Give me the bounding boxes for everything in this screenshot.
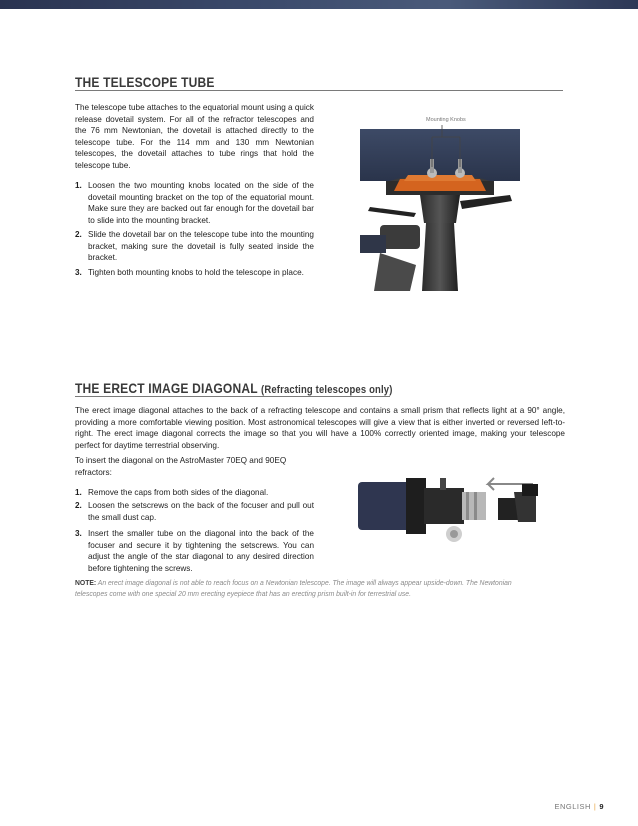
erect-diagonal-intro: The erect image diagonal attaches to the back of a refracting telescope and contains a small prism that reflects light at a 90° angle, providing a more comfortable viewing position. Most astronomical telescopes will give a view that is either inverted or reversed left-to-right. The erect image diagonal corrects the image so that you will have a 100% correctly oriented image, making your telescope perfect for daytime terrestrial observing. (75, 406, 565, 450)
photo-caption: Mounting Knobs (426, 117, 466, 123)
step-number: 3. (75, 268, 82, 277)
footer-separator: | (593, 802, 597, 811)
footer-language: ENGLISH (554, 802, 591, 811)
section-title-telescope-tube: THE TELESCOPE TUBE (75, 74, 215, 90)
list-item (75, 267, 314, 279)
step-text: Tighten both mounting knobs to hold the telescope in place. (88, 268, 304, 277)
list-item (75, 528, 314, 574)
page-number: 9 (599, 802, 604, 811)
telescope-tube-intro: The telescope tube attaches to the equatorial mount using a quick release dovetail system. For all of the refractor telescopes and the 76 mm Newtonian, the dovetail is attached directly to the telescope tube. For the 114 mm and 130 mm Newtonian telescopes, the dovetail attaches to tube rings that hold the telescope tube. (75, 103, 314, 170)
section-title-erect-image-diagonal (75, 380, 393, 396)
step-text: Loosen the two mounting knobs located on the side of the dovetail mounting bracket on the top of the equatorial mount. Make sure they are backed out far enough for the dovetail bar to slide into the mounting bracket. (88, 181, 314, 225)
diagonal-photo (358, 474, 548, 548)
step-number: 3. (75, 529, 82, 538)
note-label: NOTE: (75, 578, 97, 587)
step-number: 2. (75, 230, 82, 239)
section-rule (75, 396, 390, 397)
list-item (75, 180, 314, 226)
list-item (75, 229, 314, 264)
caption-callout-lines (360, 115, 520, 291)
focuser-and-diagonal-image (358, 474, 548, 548)
step-text: Remove the caps from both sides of the diagonal. (88, 488, 269, 497)
section-title-text: THE ERECT IMAGE DIAGONAL (75, 380, 258, 396)
page-footer (554, 802, 604, 811)
insert-diagonal-lead: To insert the diagonal on the AstroMaster 70EQ and 90EQ refractors: (75, 456, 287, 477)
step-number: 1. (75, 488, 82, 497)
mounting-knobs-photo (360, 115, 520, 291)
step-number: 2. (75, 501, 82, 510)
step-number: 1. (75, 181, 82, 190)
section-subtitle: (Refracting telescopes only) (261, 384, 393, 396)
list-item (75, 500, 314, 523)
list-item (75, 487, 314, 499)
step-text: Slide the dovetail bar on the telescope tube into the mounting bracket, making sure the dovetail is fully seated inside the bracket. (88, 230, 314, 263)
note-block (75, 578, 526, 599)
top-banner (0, 0, 638, 9)
step-text: Insert the smaller tube on the diagonal into the back of the focuser and secure it by tightening the setscrews. You can adjust the angle of the star diagonal to any desired direction before tightening the screws. (88, 529, 314, 573)
note-text: An erect image diagonal is not able to reach focus on a Newtonian telescope. The image will always appear upside-down. The Newtonian telescopes come with one special 20 mm erecting eyepiece that has an erecting prism built-in for terrestrial use. (75, 578, 512, 598)
step-text: Loosen the setscrews on the back of the focuser and pull out the small dust cap. (88, 501, 314, 522)
section-rule (75, 90, 563, 91)
